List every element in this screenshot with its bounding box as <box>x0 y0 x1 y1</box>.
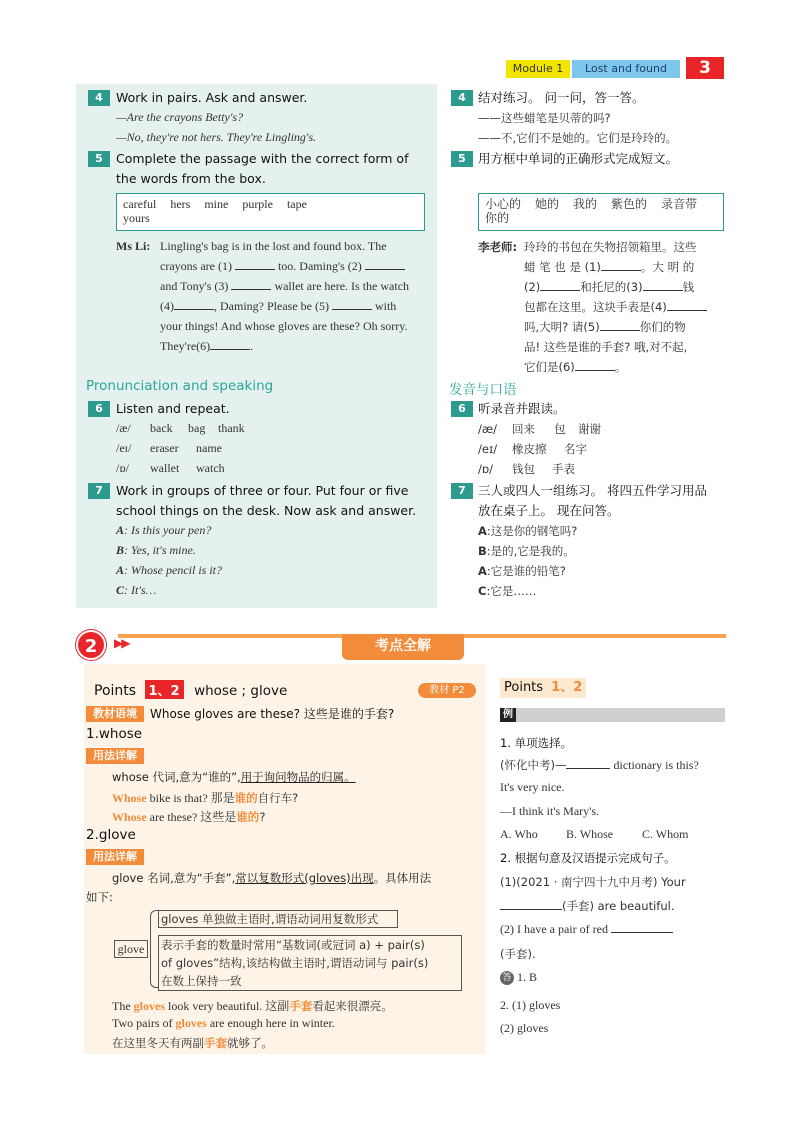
exercise-4-number: 4 <box>88 90 110 106</box>
cn-passage-line-7: 它们是(6) 。 <box>524 360 627 374</box>
usage-tag-1: 用法详解 <box>86 748 144 764</box>
cn-passage-line-3: (2) 和托尼的(3) 钱 <box>524 280 695 294</box>
word-box-item: mine <box>204 197 229 211</box>
speaker-label: Ms Li: <box>116 239 151 253</box>
word-box-item: yours <box>123 211 150 225</box>
section-banner: 考点全解 <box>342 634 464 660</box>
word-box-item: tape <box>286 197 307 211</box>
passage-line-2: crayons are (1) too. Daming's (2) <box>160 259 405 274</box>
example-bar <box>500 708 725 722</box>
points-heading: Points 1、2 whose ; glove <box>94 680 287 699</box>
whose-example-2: Whose are these? 这些是谁的? <box>112 810 266 824</box>
cn-exercise-7-instruction-2: 放在桌子上。 现在问答。 <box>478 503 620 518</box>
arrows-icon: ▶▶ <box>114 636 129 650</box>
cn-dialogue-line: A:这是你的钢笔吗? <box>478 524 578 538</box>
whose-heading: 1.whose <box>86 726 143 742</box>
practice-points-heading: Points 1、2 <box>500 678 586 698</box>
answer-2: 2. (1) gloves <box>500 998 561 1012</box>
answer-1: 答 1. B <box>500 970 537 985</box>
passage-line-4: (4) , Daming? Please be (5) with <box>160 299 397 313</box>
glove-rule-2: 表示手套的数量时常用“基数词(或冠词 a) + pair(s) of gloves”结构,该结构做主语时,谓语动词与 pair(s) 在数上保持一致 <box>158 935 462 991</box>
answer-icon: 答 <box>500 971 514 985</box>
cn-word-box-item: 我的 <box>573 197 598 211</box>
q2-heading: 2. 根据句意及汉语提示完成句子。 <box>500 851 676 865</box>
cn-phonics-row-2: /eɪ/ 橡皮擦 名字 <box>478 442 587 456</box>
cn-passage-line-5: 吗,大明? 请(5) 你们的物 <box>524 320 686 334</box>
cn-exercise-4-line-1: ——这些蜡笔是贝蒂的吗? <box>478 111 611 125</box>
cn-exercise-4-number: 4 <box>451 90 473 106</box>
cn-exercise-6-number: 6 <box>451 401 473 417</box>
example-tag: 例 <box>500 708 516 722</box>
cn-passage-line-6: 品! 这些是谁的手套? 哦,对不起, <box>524 340 688 354</box>
page-number: 3 <box>686 57 724 79</box>
cn-word-box-item: 紫色的 <box>611 197 648 211</box>
q2-line-b: (手套) are beautiful. <box>500 898 674 914</box>
context-sentence: Whose gloves are these? 这些是谁的手套? <box>150 707 395 721</box>
exercise-7-number: 7 <box>88 483 110 499</box>
q2-line-c: (2) I have a pair of red <box>500 922 673 937</box>
cn-passage-line-2: 蜡 笔 也 是 (1) 。大 明 的 <box>524 260 695 274</box>
section-heading-cn: 发音与口语 <box>449 382 517 398</box>
glove-example-1: The gloves look very beautiful. 这副手套看起来很漂亮。 <box>112 999 393 1013</box>
cn-exercise-4-line-2: ——不,它们不是她的。它们是玲玲的。 <box>478 131 678 145</box>
cn-exercise-4-instruction: 结对练习。 问一问，答一答。 <box>478 90 645 105</box>
unit-title: Lost and found <box>572 60 680 78</box>
exercise-5-instruction-1: Complete the passage with the correct form of <box>116 151 409 166</box>
module-label: Module 1 <box>506 60 570 78</box>
glove-definition: glove 名词,意为“手套”,常以复数形式(gloves)出现。具体用法 <box>112 871 432 885</box>
cn-exercise-5-number: 5 <box>451 151 473 167</box>
glove-heading: 2.glove <box>86 827 136 843</box>
q1-line-c: —I think it's Mary's. <box>500 804 599 818</box>
brace-icon <box>150 910 158 988</box>
answer-3: (2) gloves <box>500 1021 549 1035</box>
cn-word-box-item: 小心的 <box>485 197 522 211</box>
exercise-4-instruction: Work in pairs. Ask and answer. <box>116 90 308 105</box>
cn-exercise-7-number: 7 <box>451 483 473 499</box>
explanation-panel <box>84 664 486 1054</box>
exercise-5-instruction-2: the words from the box. <box>116 171 266 186</box>
whose-example-1: Whose bike is that? 那是谁的自行车? <box>112 791 299 805</box>
cn-dialogue-line: B:是的,它是我的。 <box>478 544 575 558</box>
cn-phonics-row-1: /æ/ 回来 包 谢谢 <box>478 422 601 436</box>
exercise-7-instruction-2: school things on the desk. Now ask and answer. <box>116 503 417 518</box>
cn-word-box-item: 她的 <box>535 197 560 211</box>
passage-line-3: and Tony's (3) wallet are here. Is the watch <box>160 279 410 293</box>
phonics-row-2: /eɪ/ eraser name <box>116 441 222 455</box>
cn-dialogue-line: C:它是…… <box>478 584 537 598</box>
glove-example-2: Two pairs of gloves are enough here in winter. <box>112 1016 335 1030</box>
exercise-6-number: 6 <box>88 401 110 417</box>
phonics-row-1: /æ/ back bag thank <box>116 421 245 435</box>
textbook-page-tag: 教材 P2 <box>418 683 476 698</box>
glove-example-2-translation: 在这里冬天有两副手套就够了。 <box>112 1036 273 1050</box>
cn-phonics-row-3: /ɒ/ 钱包 手表 <box>478 462 575 476</box>
option-b: B. Whose <box>566 827 614 841</box>
part-number-badge: 2 <box>76 630 106 660</box>
cn-speaker-label: 李老师: <box>478 240 518 254</box>
cn-exercise-6-instruction: 听录音并跟读。 <box>478 401 566 416</box>
exercise-6-instruction: Listen and repeat. <box>116 401 230 416</box>
glove-rule-1: gloves 单独做主语时,谓语动词用复数形式 <box>158 910 398 928</box>
whose-definition: whose 代词,意为“谁的”,用于询问物品的归属。 <box>112 770 356 784</box>
passage-line-6: They're(6) . <box>160 339 254 353</box>
word-box-item: purple <box>242 197 273 211</box>
exercise-5-number: 5 <box>88 151 110 167</box>
option-c: C. Whom <box>642 827 689 841</box>
passage-line-1: Lingling's bag is in the lost and found box. The <box>160 239 387 253</box>
glove-word-box: glove <box>114 940 148 958</box>
dialogue-line: C: It's… <box>116 583 157 597</box>
glove-definition-2: 如下: <box>86 890 113 904</box>
q1-line-b: It's very nice. <box>500 780 565 794</box>
exercise-7-instruction-1: Work in groups of three or four. Put four or five <box>116 483 409 498</box>
option-a: A. Who <box>500 827 538 841</box>
word-box-item: careful <box>123 197 157 211</box>
dialogue-line: B: Yes, it's mine. <box>116 543 196 557</box>
word-box-item: hers <box>170 197 191 211</box>
phonics-row-3: /ɒ/ wallet watch <box>116 461 225 475</box>
word-box <box>116 193 425 231</box>
q2-line-a: (1)(2021 · 南宁四十九中月考) Your <box>500 875 686 889</box>
q1-line-a: (怀化中考)— dictionary is this? <box>500 758 699 772</box>
passage-line-5: your things! And whose gloves are these? Oh sorry. <box>160 319 408 333</box>
section-heading-en: Pronunciation and speaking <box>86 378 274 394</box>
exercise-4-line-2: —No, they're not hers. They're Lingling's. <box>116 130 317 144</box>
q2-line-d: (手套). <box>500 947 536 961</box>
context-tag: 教材语境 <box>86 706 144 722</box>
cn-passage-line-4: 包都在这里。这块手表是(4) <box>524 299 707 315</box>
dialogue-line: A: Whose pencil is it? <box>116 563 222 577</box>
cn-dialogue-line: A:它是谁的铅笔? <box>478 564 566 578</box>
q1-heading: 1. 单项选择。 <box>500 736 573 750</box>
usage-tag-2: 用法详解 <box>86 849 144 865</box>
dialogue-line: A: Is this your pen? <box>116 523 212 537</box>
cn-passage-line-1: 玲玲的书包在失物招领箱里。这些 <box>524 240 697 254</box>
exercise-4-line-1: —Are the crayons Betty's? <box>116 110 244 124</box>
cn-word-box-item: 录音带 <box>661 197 698 211</box>
cn-exercise-7-instruction-1: 三人或四人一组练习。 将四五件学习用品 <box>478 483 707 498</box>
cn-word-box <box>478 193 724 231</box>
q1-options <box>500 827 688 842</box>
cn-word-box-item: 你的 <box>485 211 510 225</box>
cn-exercise-5-instruction: 用方框中单词的正确形式完成短文。 <box>478 151 679 166</box>
